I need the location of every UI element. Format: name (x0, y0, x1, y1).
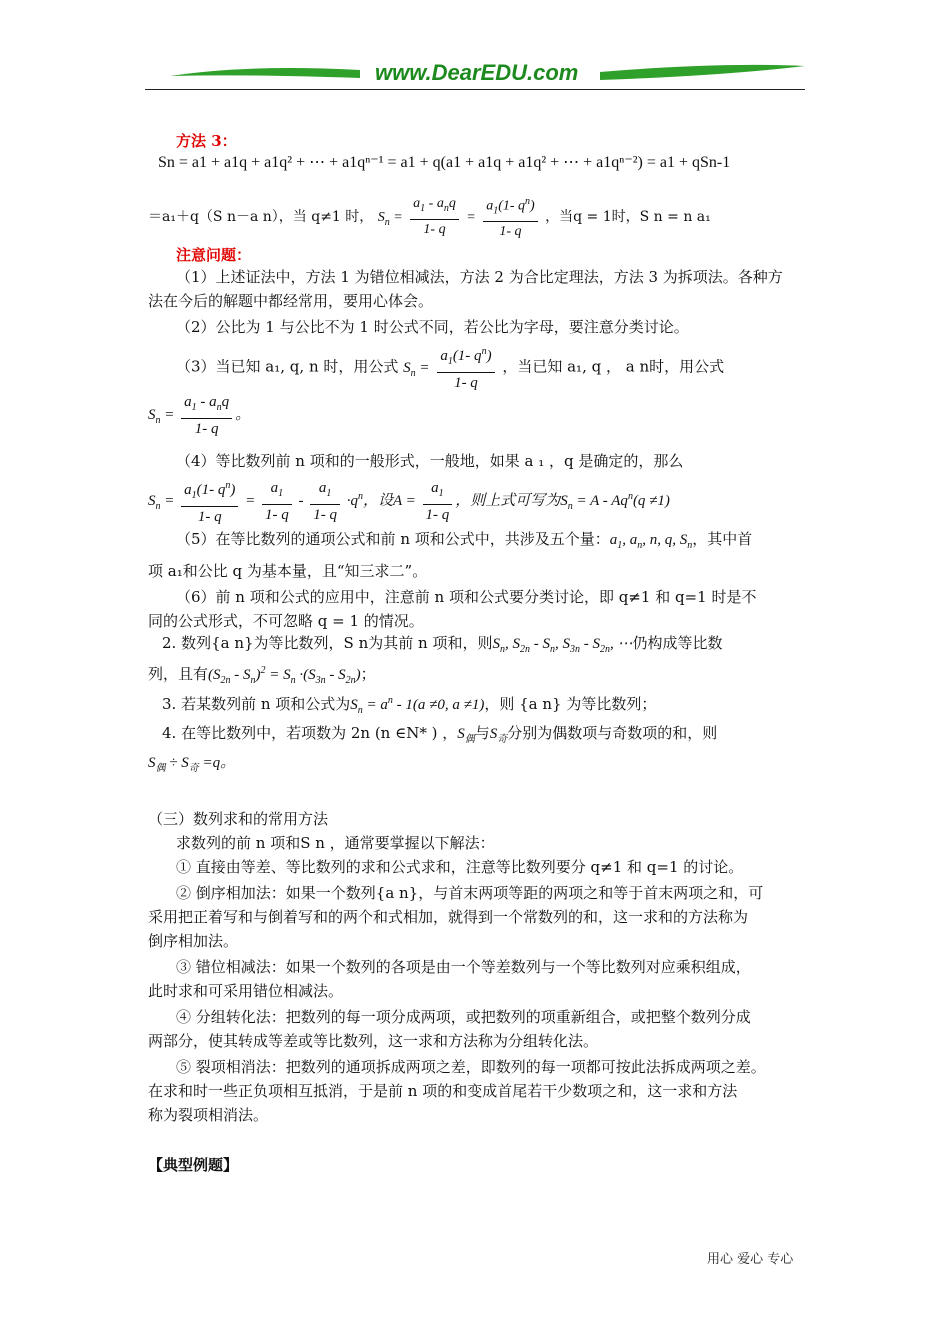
method-4b: 两部分，使其转成等差或等比数列，这一求和方法称为分组转化法。 (148, 1032, 599, 1050)
method3-line1: Sn = a1 + a1q + a1q² + ⋯ + a1qⁿ⁻¹ = a1 + q(a1 + a1q + a1q² + ⋯ + a1qⁿ⁻²) = a1 + qSn-1 (158, 154, 731, 171)
method3-line2: ＝a₁＋q（S n－a n），当 q≠1 时， $S_n$ = $\frac{a_1 - a_nq}{1- q}$ = $\frac{a_1(1- q^n)}{1- q}$ ，当q = 1时，S n = n a₁ (148, 192, 711, 242)
item-2b: 列，且有$(S_{2n} - S_n)^2 = S_n \cdot(S_{3n} - S_{2n})$； (148, 665, 376, 686)
method3-title: 方法 3： (176, 132, 237, 150)
note-3b: ，当已知 a₁, q ， a n时，用公式 (502, 357, 725, 376)
site-banner (160, 56, 810, 96)
note-5a-tail: ，其中首 (692, 530, 753, 548)
note-4-set: ，设 (363, 492, 394, 509)
item-4: 4. 在等比数列中，若项数为 2n (n ∈N* ) ，$S_偶$与$S_奇$分别为偶数项与奇数项的和，则 (162, 724, 718, 745)
note-4-then: ，则上式可写为 (455, 492, 561, 509)
note-1b: 法在今后的解题中都经常用，要用心体会。 (148, 292, 434, 310)
method-5c: 称为裂项相消法。 (148, 1106, 269, 1124)
method-3a: ③ 错位相减法：如果一个数列的各项是由一个等差数列与一个等比数列对应乘积组成， (176, 958, 751, 976)
notes-title: 注意问题： (176, 246, 252, 264)
page-header (0, 0, 950, 110)
note-2: （2）公比为 1 与公比不为 1 时公式不同，若公比为字母，要注意分类讨论。 (176, 318, 689, 336)
page-footer: 用心 爱心 专心 (707, 1252, 794, 1267)
item-4-formula: $S_偶 \div S_奇 =q$。 (148, 755, 236, 774)
item-3-tail: ，则 {a n} 为等比数列； (484, 695, 657, 713)
item-3-text: 3. 若某数列前 n 项和公式为 (162, 695, 351, 713)
header-divider (145, 89, 805, 90)
section3-title: （三）数列求和的常用方法 (148, 810, 329, 828)
note-5a-text: （5）在等比数列的通项公式和前 n 项和公式中，共涉及五个量： (176, 530, 610, 548)
method-3b: 此时求和可采用错位相减法。 (148, 982, 344, 1000)
examples-title: 【典型例题】 (148, 1156, 239, 1174)
method-4a: ④ 分组转化法：把数列的每一项分成两项，或把数列的项重新组合，或把整个数列分成 (176, 1008, 751, 1026)
note-4-formula: $S_n$ = $\frac{a_1(1- q^n)}{1- q}$ = $\frac{a_1}{1- q}$ - $\frac{a_1}{1- q}$ $\cdot q^n$，设A = $\frac{a_1}{1- q}$ ，则上式可写为$S_n = A - Aq^n(q \ne 1)$ (148, 476, 670, 527)
note-6a: （6）前 n 项和公式的应用中，注意前 n 项和公式要分类讨论，即 q≠1 和 q=1 时是不 (176, 588, 757, 606)
method-2c: 倒序相加法。 (148, 932, 239, 950)
note-3: （3）当已知 a₁, q, n 时，用公式 $S_n$ = $\frac{a_1(1- q^n)}{1- q}$ ，当已知 a₁, q ， a n时，用公式 (176, 342, 724, 393)
item-2b-text: 列，且有 (148, 665, 209, 683)
method-1: ① 直接由等差、等比数列的求和公式求和，注意等比数列要分 q≠1 和 q=1 的讨论。 (176, 858, 744, 876)
item-2a-text: 2. 数列{a n}为等比数列，S n为其前 n 项和，则 (162, 634, 493, 652)
item-2a-tail: 仍构成等比数 (632, 634, 723, 652)
note-3-formula: $S_n$ = $\frac{a_1 - a_nq}{1- q}$ 。 (148, 394, 251, 437)
note-4: （4）等比数列前 n 项和的一般形式，一般地，如果 a ₁ ，q 是确定的，那么 (176, 452, 684, 470)
note-3a: （3）当已知 a₁, q, n 时，用公式 (176, 357, 399, 376)
section3-intro: 求数列的前 n 项和S n ，通常要掌握以下解法： (176, 834, 495, 852)
method-5b: 在求和时一些正负项相互抵消，于是前 n 项的和变成首尾若干少数项之和，这一求和方法 (148, 1082, 738, 1100)
note-5a: （5）在等比数列的通项公式和前 n 项和公式中，共涉及五个量：$a_1$, $a_n$, n, q, $S_n$，其中首 (176, 530, 753, 551)
item-4-tail: 分别为偶数项与奇数项的和，则 (507, 724, 718, 742)
note-5b: 项 a₁和公比 q 为基本量，且“知三求二”。 (148, 562, 428, 580)
method-2b: 采用把正着写和与倒着写和的两个和式相加，就得到一个常数列的和，这一求和的方法称为 (148, 908, 749, 926)
note-6b: 同的公式形式，不可忽略 q = 1 的情况。 (148, 612, 424, 630)
item-3: 3. 若某数列前 n 项和公式为$S_n = a^n - 1(a \ne 0$, a ≠1)，则 {a n} 为等比数列； (162, 695, 657, 716)
method-5a: ⑤ 裂项相消法：把数列的通项拆成两项之差，即数列的每一项都可按此法拆成两项之差。 (176, 1058, 766, 1076)
note-1a: （1）上述证法中，方法 1 为错位相减法，方法 2 为合比定理法，方法 3 为拆项法。各种方 (176, 268, 783, 286)
method-2a: ② 倒序相加法：如果一个数列{a n}，与首末两项等距的两项之和等于首末两项之和，可 (176, 884, 764, 902)
site-name: www.DearEDU.com (375, 60, 579, 85)
method3-line2-tail: ，当q = 1时，S n = n a₁ (545, 209, 711, 226)
method3-line2-prefix: ＝a₁＋q（S n－a n），当 q≠1 时， (148, 209, 374, 226)
item-2a: 2. 数列{a n}为等比数列，S n为其前 n 项和，则$S_n$, $S_{2n} - S_n$, $S_{3n} - S_{2n}$, ⋯仍构成等比数 (162, 634, 723, 655)
item-4-text: 4. 在等比数列中，若项数为 2n (n ∈N* ) ， (162, 724, 458, 742)
